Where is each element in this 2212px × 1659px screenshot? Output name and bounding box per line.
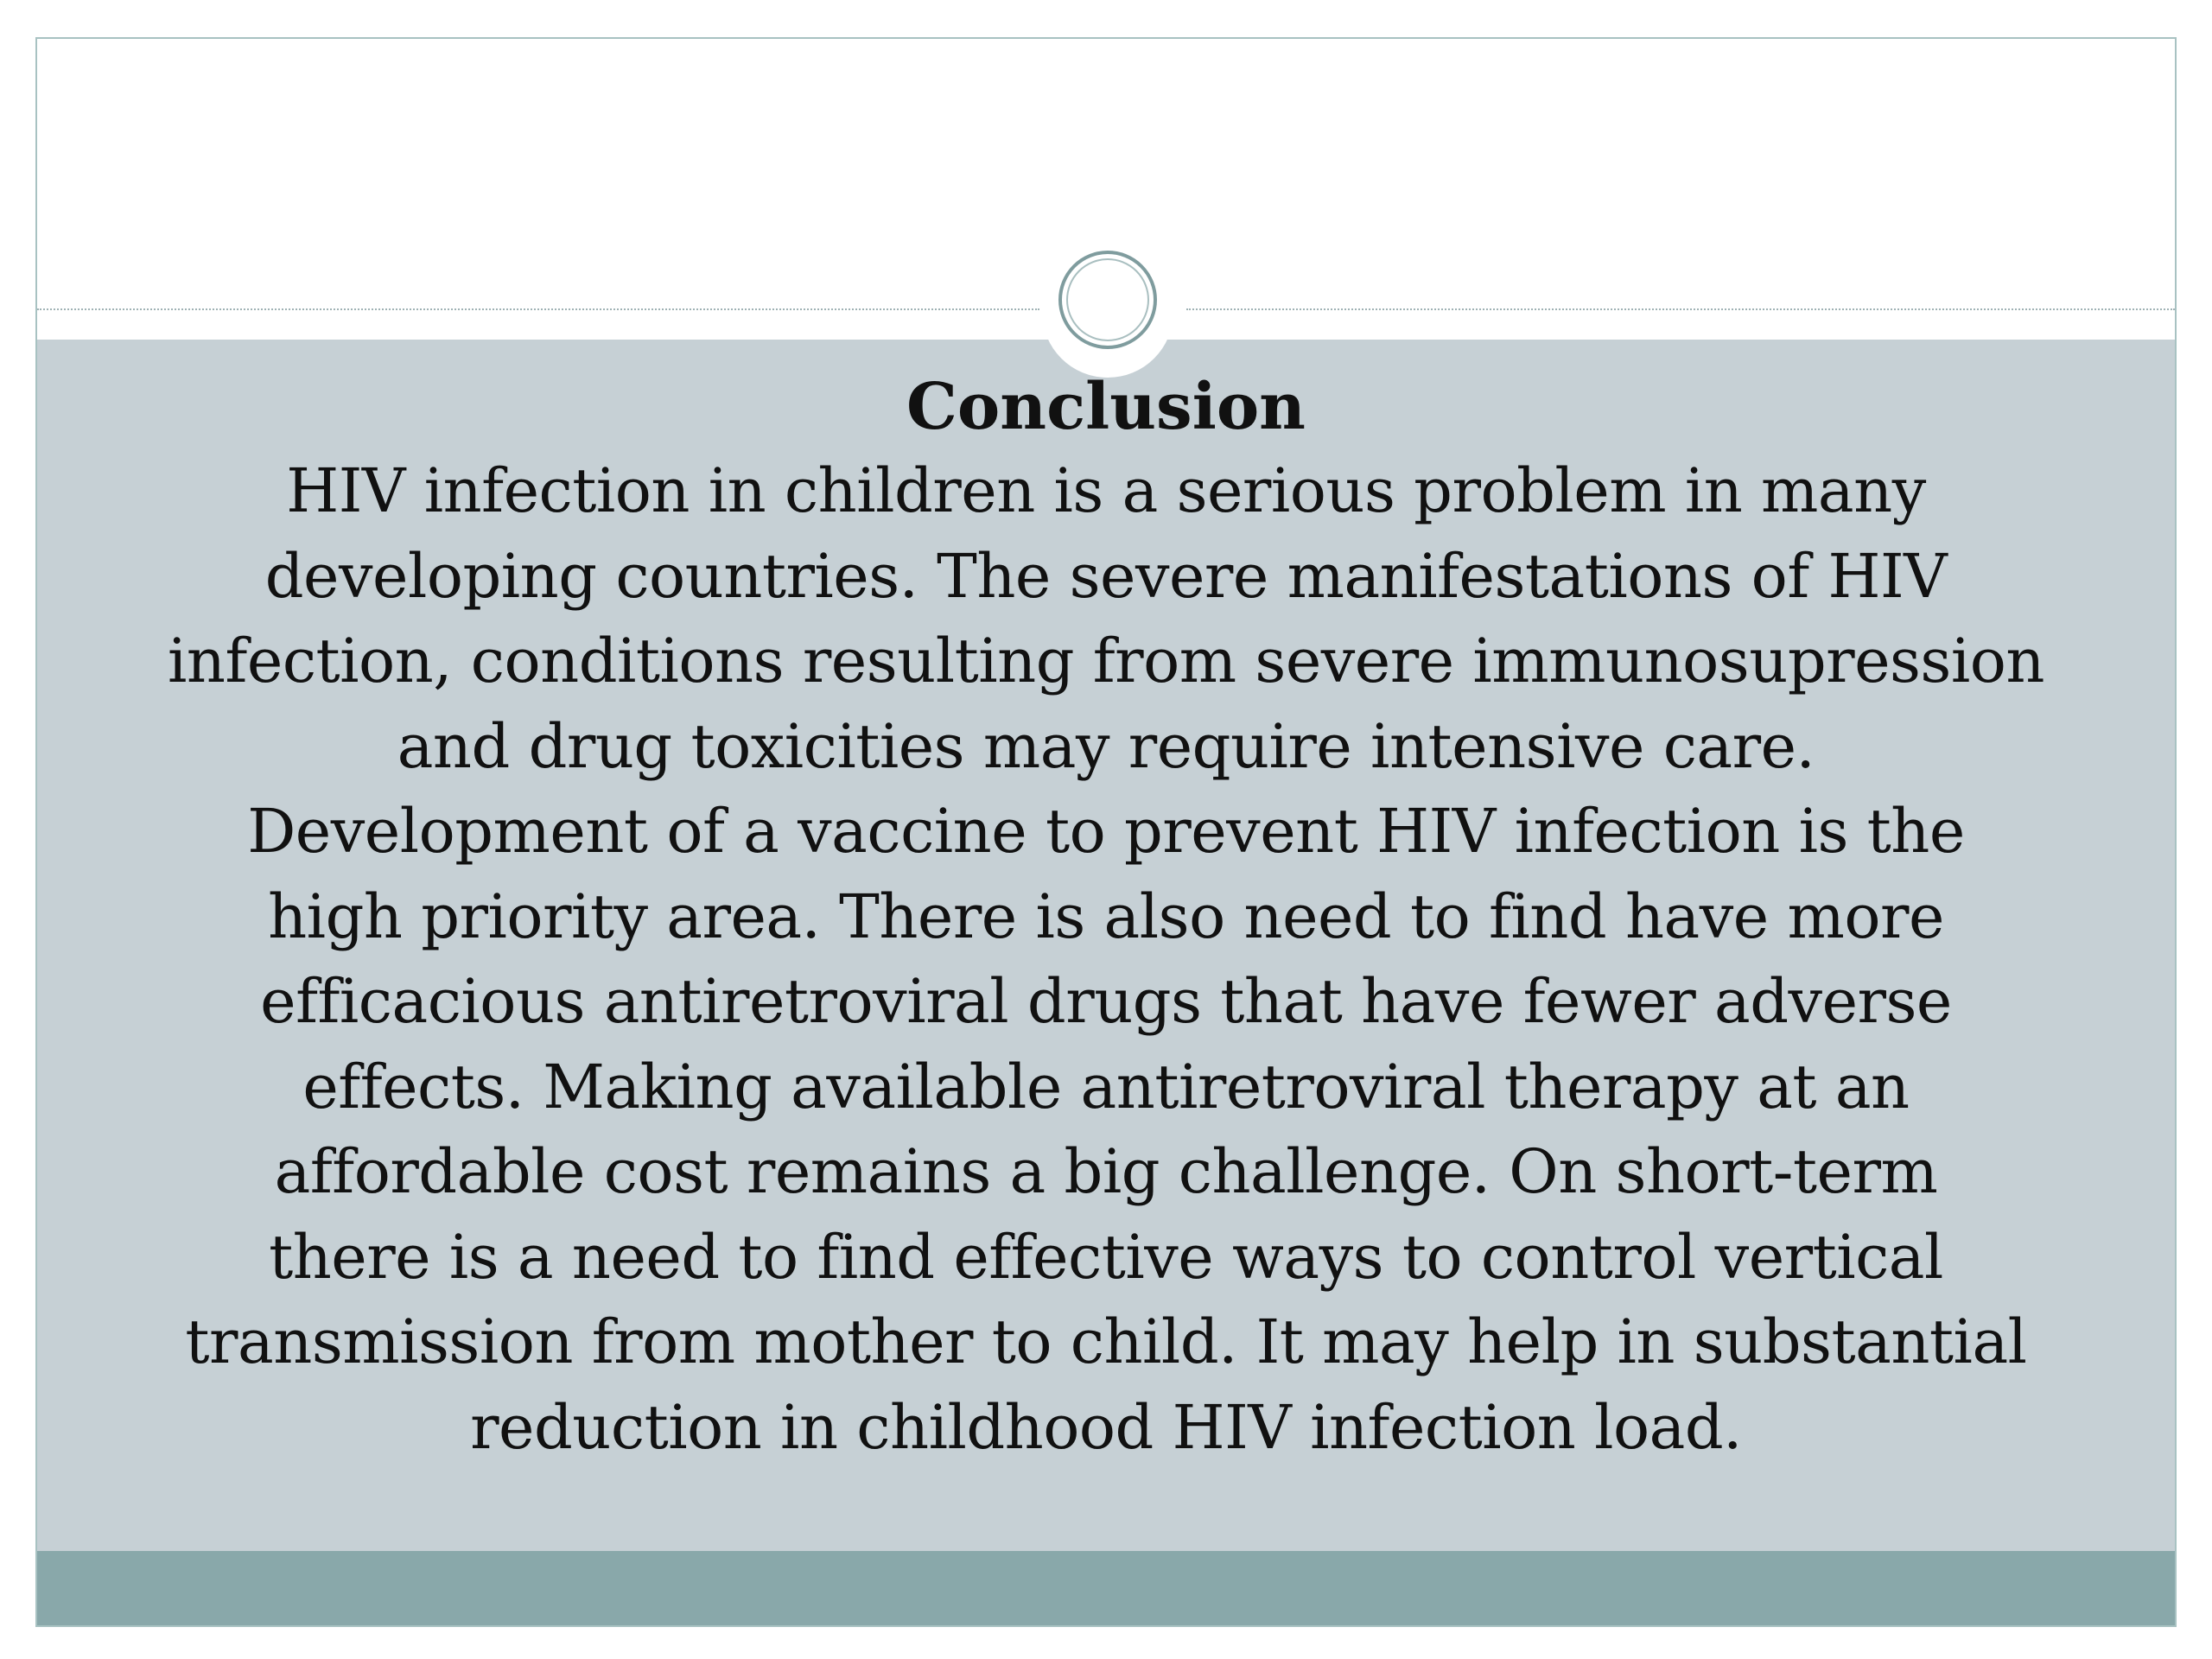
divider-line-left	[37, 308, 1039, 310]
body-line: infection, conditions resulting from severe immunosupression	[168, 626, 2044, 696]
body-line: affordable cost remains a big challenge. On short-term	[274, 1136, 1938, 1207]
slide	[35, 37, 2177, 1627]
body-line: transmission from mother to child. It may help in substantial	[185, 1306, 2027, 1377]
footer-band	[37, 1551, 2175, 1627]
body-line: efficacious antiretroviral drugs that have fewer adverse	[260, 966, 1952, 1037]
body-line: Development of a vaccine to prevent HIV infection is the	[247, 796, 1965, 867]
body-line: developing countries. The severe manifestations of HIV	[264, 540, 1948, 612]
slide-body	[89, 448, 2123, 1470]
body-line: reduction in childhood HIV infection load.	[470, 1391, 1742, 1463]
slide-title: Conclusion	[906, 370, 1306, 444]
body-line: HIV infection in children is a serious problem in many	[286, 455, 1926, 526]
divider-line-right	[1186, 308, 2175, 310]
body-line: there is a need to find effective ways to control vertical	[269, 1221, 1943, 1293]
circle-ornament-icon	[1058, 251, 1157, 349]
body-line: effects. Making available antiretroviral therapy at an	[302, 1051, 1910, 1122]
body-line: high priority area. There is also need to find have more	[268, 880, 1944, 952]
slide-text	[89, 365, 2123, 1470]
body-line: and drug toxicities may require intensive care.	[397, 710, 1815, 782]
